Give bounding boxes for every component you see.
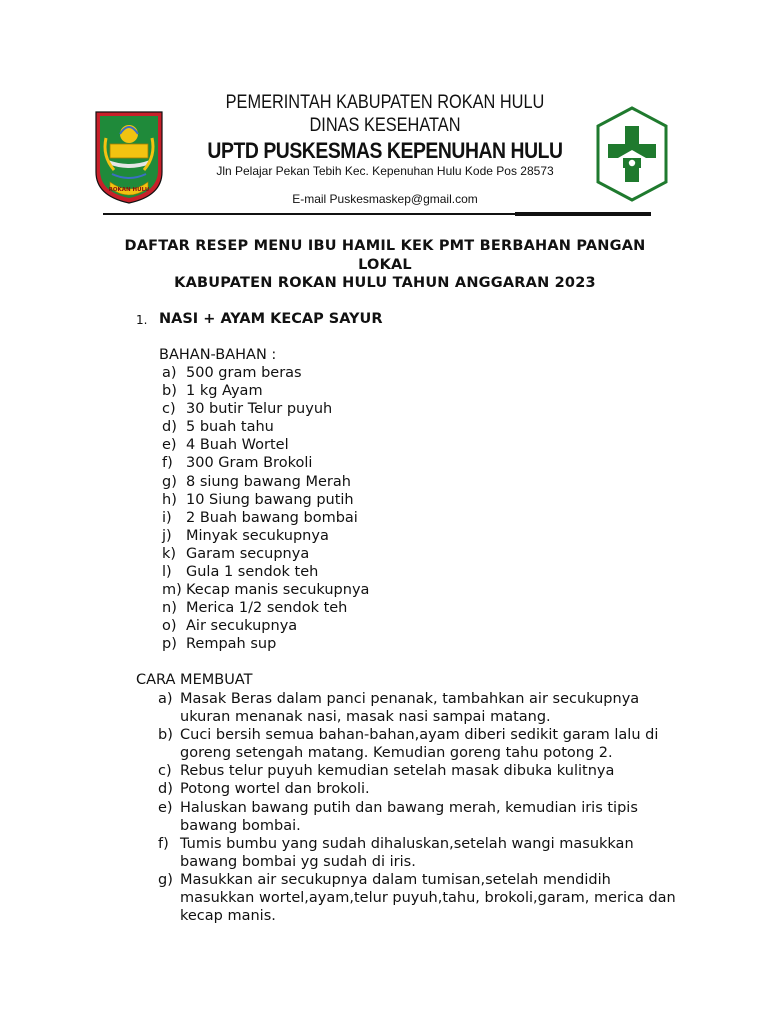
department-name: DINAS KESEHATAN [309,115,461,136]
list-marker: j) [162,527,172,544]
ingredient-item [162,617,369,635]
ingredient-item [162,454,369,472]
document-title-line-1: DAFTAR RESEP MENU IBU HAMIL KEK PMT BERBAHAN PANGAN [124,238,646,254]
step-item [158,690,688,726]
government-name: PEMERINTAH KABUPATEN ROKAN HULU [225,92,545,113]
list-marker: c) [158,763,172,780]
ingredient-item [162,581,369,599]
list-item-text: Tumis bumbu yang sudah dihaluskan,setelah wangi masukkan bawang bombai yg sudah di iris. [180,835,634,870]
ingredients-list [162,364,369,654]
list-item-text: 1 kg Ayam [186,383,263,400]
svg-text:ROKAN HULU: ROKAN HULU [108,187,150,193]
ingredient-item [162,599,369,617]
list-marker: i) [162,509,172,526]
list-item-text: Minyak secukupnya [186,527,329,544]
step-item [158,871,688,925]
list-item-text: Rempah sup [186,636,277,653]
list-marker: a) [158,691,173,707]
section-number: 1. [136,313,148,327]
institution-name: UPTD PUSKESMAS KEPENUHAN HULU [207,138,563,163]
document-title-line-3: KABUPATEN ROKAN HULU TAHUN ANGGARAN 2023 [174,275,596,291]
list-item-text: Gula 1 sendok teh [186,564,319,581]
ingredient-item [162,418,369,436]
list-marker: d) [162,419,177,436]
list-item-text: 4 Buah Wortel [186,437,289,454]
list-marker: p) [162,636,177,653]
list-marker: c) [162,401,176,418]
steps-list [158,690,688,925]
list-marker: g) [158,871,173,888]
email: E-mail Puskesmaskep@gmail.com [292,192,478,206]
ingredient-item [162,509,369,527]
list-item-text: Cuci bersih semua bahan-bahan,ayam diberi sedikit garam lalu di goreng setengah matang. Kemudian goreng tahu potong 2. [180,727,659,762]
ingredient-item [162,400,369,418]
list-marker: h) [162,491,177,508]
section-title: NASI + AYAM KECAP SAYUR [159,311,383,327]
list-marker: o) [162,618,177,635]
ingredient-item [162,527,369,545]
list-item-text: Haluskan bawang putih dan bawang merah, kemudian iris tipis bawang bombai. [180,799,638,834]
list-item-text: 2 Buah bawang bombai [186,509,358,526]
ingredient-item [162,563,369,581]
list-marker: l) [162,564,172,581]
list-item-text: Masukkan air secukupnya dalam tumisan,setelah mendidih masukkan wortel,ayam,telur puyuh,tahu, brokoli,garam, merica dan kecap manis. [180,871,676,925]
ingredient-item [162,436,369,454]
letterhead-divider-thick [515,212,651,216]
step-item [158,799,688,835]
rokan-hulu-emblem [94,110,164,205]
list-marker: f) [158,835,169,852]
puskesmas-logo [596,106,668,202]
document-title-line-2: LOKAL [358,257,412,273]
ingredient-item [162,364,369,382]
list-marker: g) [162,473,177,490]
list-item-text: Masak Beras dalam panci penanak, tambahkan air secukupnya ukuran menanak nasi, masak nasi sampai matang. [180,691,640,726]
list-item-text: 30 butir Telur puyuh [186,401,333,418]
list-item-text: Potong wortel dan brokoli. [180,781,370,798]
list-marker: e) [162,437,177,454]
list-item-text: Garam secupnya [186,545,310,562]
step-item [158,762,688,780]
ingredient-item [162,635,369,653]
ingredient-item [162,491,369,509]
list-item-text: 500 gram beras [186,365,302,381]
list-item-text: 300 Gram Brokoli [186,455,313,472]
list-marker: a) [162,365,177,381]
list-marker: n) [162,600,177,617]
list-item-text: 5 buah tahu [186,419,274,436]
list-item-text: 10 Siung bawang putih [186,491,354,508]
step-item [158,726,688,762]
list-marker: e) [158,799,173,816]
ingredient-item [162,473,369,491]
list-marker: k) [162,545,177,562]
steps-label: CARA MEMBUAT [136,672,253,688]
list-item-text: Rebus telur puyuh kemudian setelah masak dibuka kulitnya [180,763,615,780]
list-item-text: 8 siung bawang Merah [186,473,351,490]
list-marker: b) [158,727,173,744]
list-marker: b) [162,383,177,400]
step-item [158,780,688,798]
list-marker: d) [158,781,173,798]
ingredient-item [162,545,369,563]
ingredient-item [162,382,369,400]
address: Jln Pelajar Pekan Tebih Kec. Kepenuhan Hulu Kode Pos 28573 [216,164,554,178]
list-marker: m) [162,582,182,599]
list-marker: f) [162,455,173,472]
list-item-text: Merica 1/2 sendok teh [186,600,348,617]
list-item-text: Kecap manis secukupnya [186,582,370,599]
ingredients-label: BAHAN-BAHAN : [159,347,277,363]
list-item-text: Air secukupnya [186,618,298,635]
step-item [158,835,688,871]
